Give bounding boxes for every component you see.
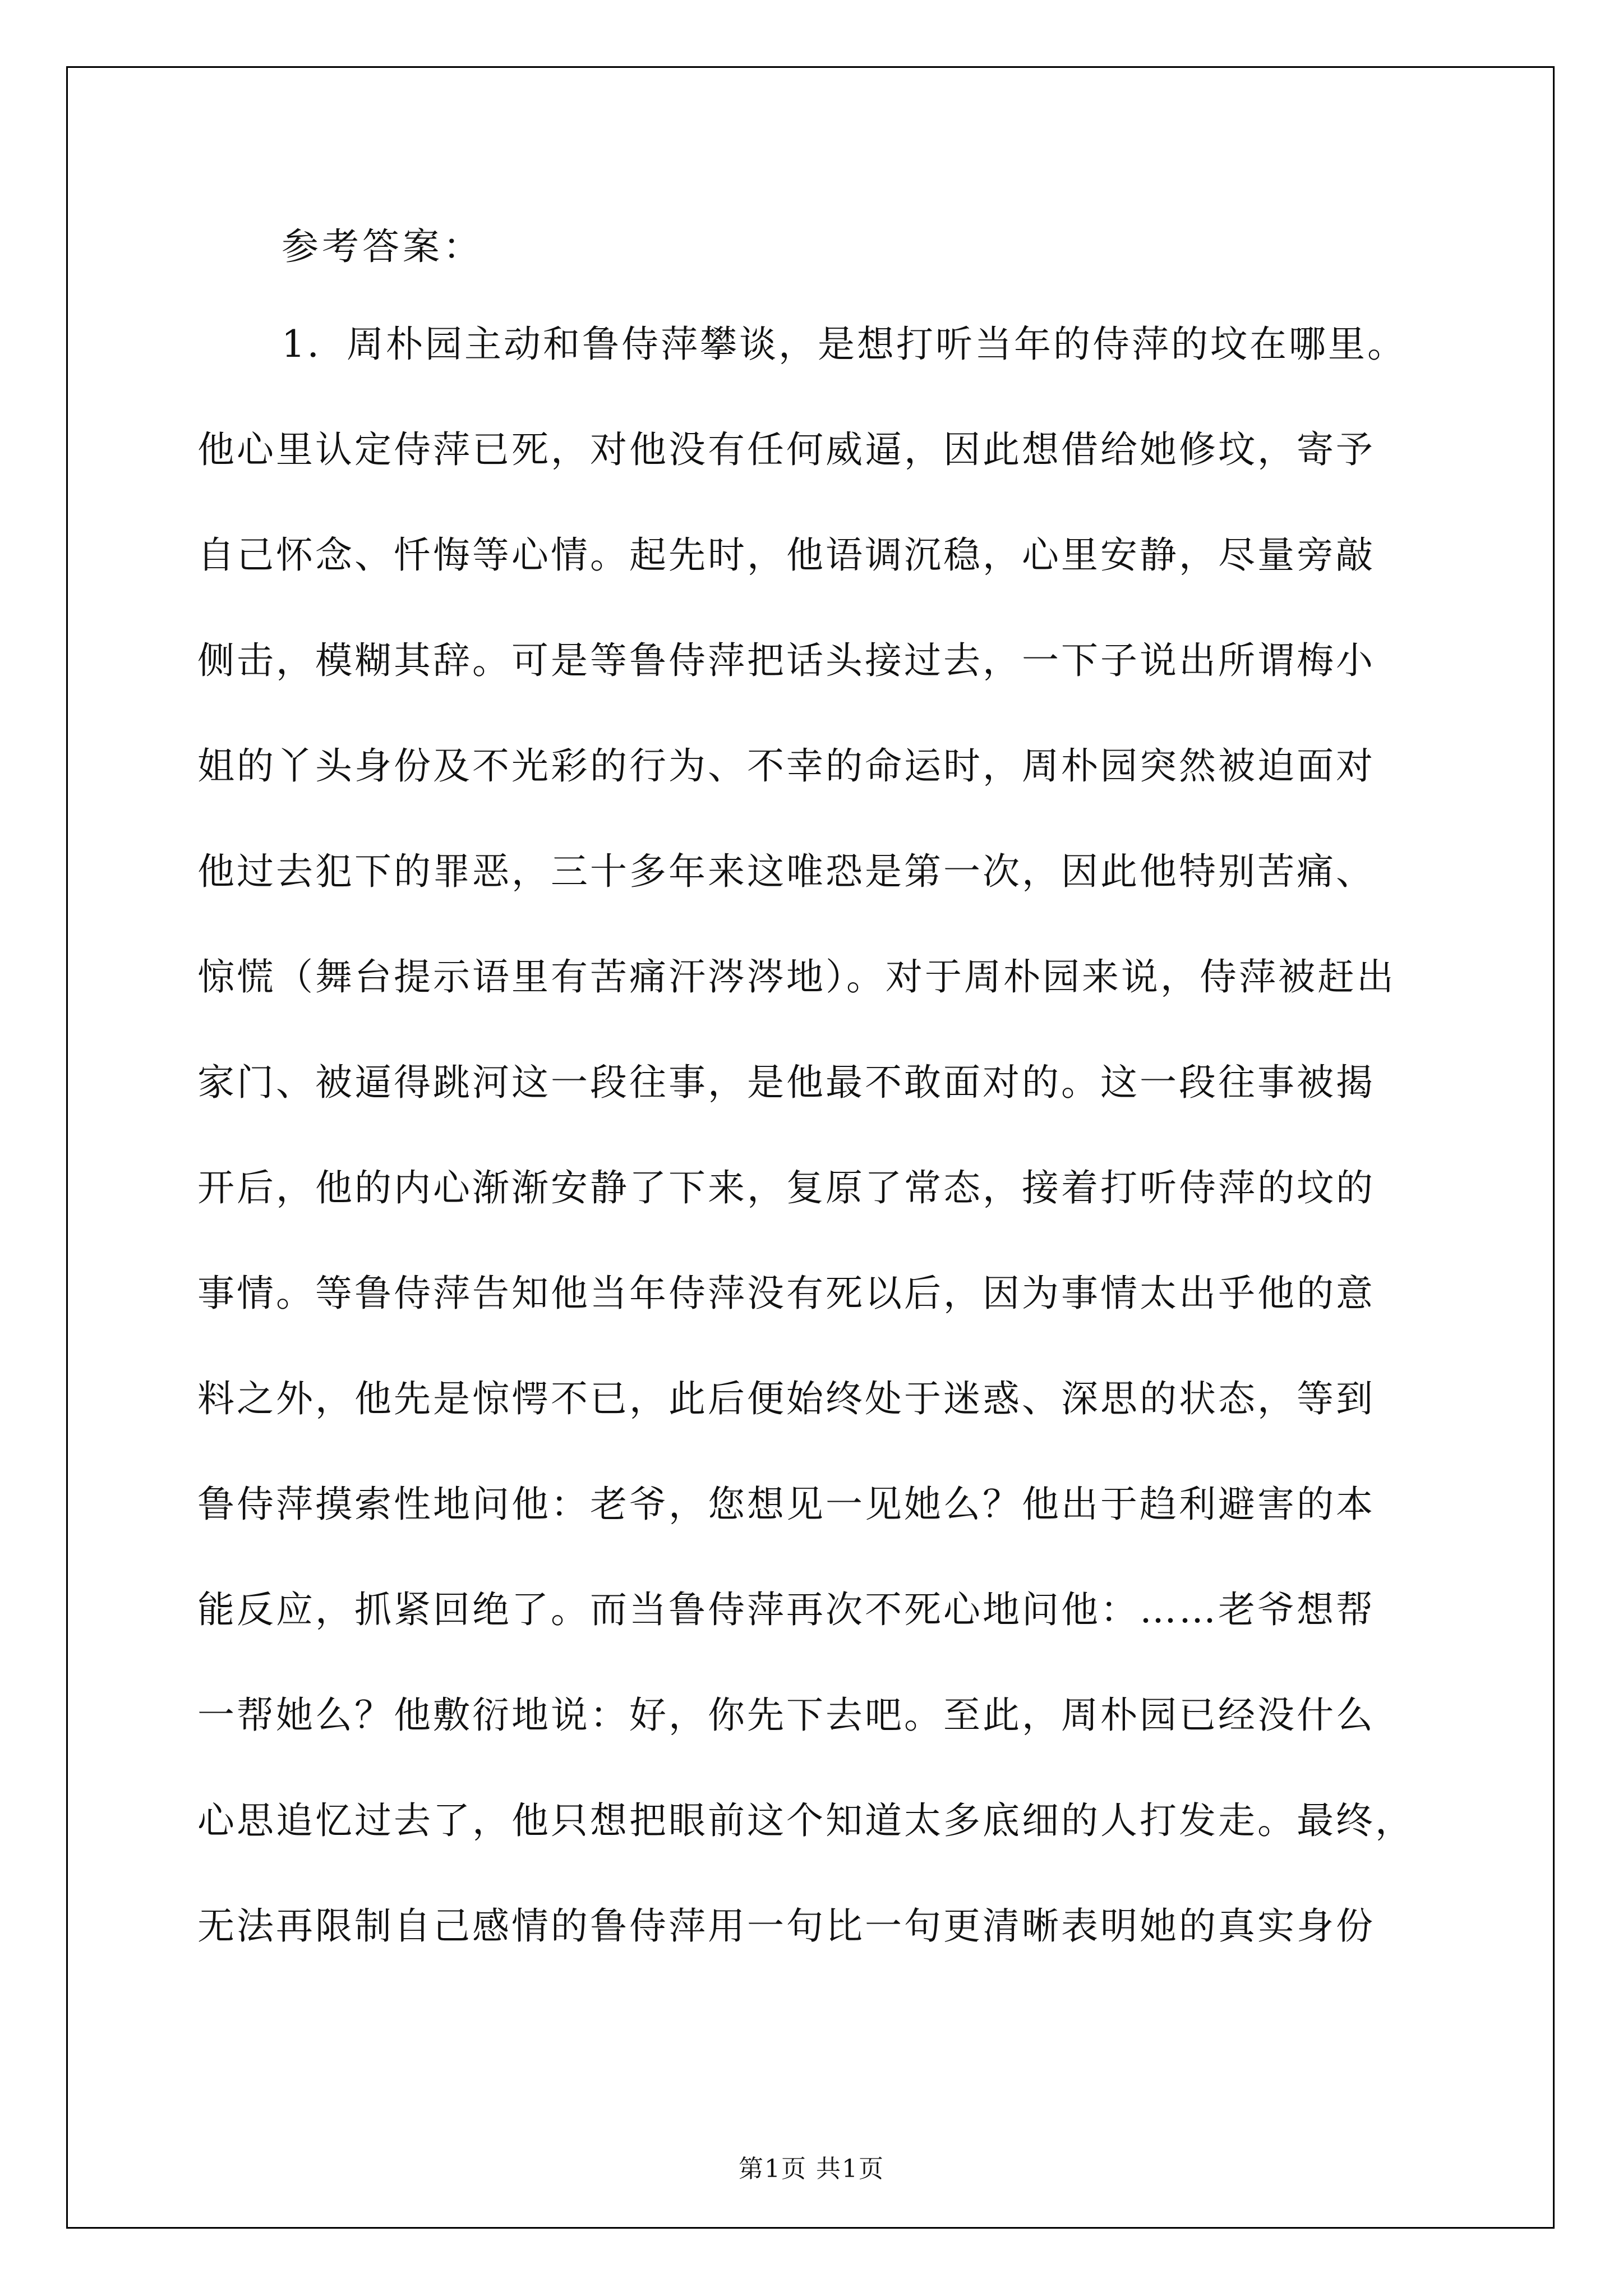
paragraph-line: 自己怀念、忏悔等心情。起先时，他语调沉稳，心里安静，尽量旁敲 (197, 533, 1375, 577)
paragraph-line: 开后，他的内心渐渐安静了下来，复原了常态，接着打听侍萍的坟的 (197, 1166, 1375, 1209)
paragraph-line: 心思追忆过去了，他只想把眼前这个知道太多底细的人打发走。最终， (197, 1799, 1414, 1842)
paragraph-line: 他心里认定侍萍已死，对他没有任何威逼，因此想借给她修坟，寄予 (197, 428, 1375, 471)
page-number-footer: 第1页 共1页 (739, 2155, 884, 2183)
paragraph-line: 他过去犯下的罪恶，三十多年来这唯恐是第一次，因此他特别苦痛、 (197, 850, 1375, 893)
paragraph-line: 事情。等鲁侍萍告知他当年侍萍没有死以后，因为事情太出乎他的意 (197, 1272, 1375, 1315)
paragraph-line: 侧击，模糊其辞。可是等鲁侍萍把话头接过去，一下子说出所谓梅小 (197, 639, 1375, 682)
answer-heading: 参考答案： (282, 225, 483, 268)
paragraph-line: 一帮她么？他敷衍地说：好，你先下去吧。至此，周朴园已经没什么 (197, 1694, 1375, 1737)
paragraph-line: 1．周朴园主动和鲁侍萍攀谈，是想打听当年的侍萍的坟在哪里。 (282, 323, 1407, 366)
paragraph-line: 能反应，抓紧回绝了。而当鲁侍萍再次不死心地问他：……老爷想帮 (197, 1588, 1375, 1631)
paragraph-line: 姐的丫头身份及不光彩的行为、不幸的命运时，周朴园突然被迫面对 (197, 744, 1375, 788)
paragraph-line: 家门、被逼得跳河这一段往事，是他最不敢面对的。这一段往事被揭 (197, 1061, 1375, 1104)
paragraph-line: 鲁侍萍摸索性地问他：老爷，您想见一见她么？他出于趋利避害的本 (197, 1483, 1375, 1526)
paragraph-line: 无法再限制自己感情的鲁侍萍用一句比一句更清晰表明她的真实身份 (197, 1904, 1375, 1948)
paragraph-line: 惊慌（舞台提示语里有苦痛汗涔涔地）。对于周朴园来说，侍萍被赶出 (197, 955, 1396, 999)
paragraph-line: 料之外，他先是惊愕不已，此后便始终处于迷惑、深思的状态，等到 (197, 1377, 1375, 1420)
document-body (197, 202, 1454, 1979)
